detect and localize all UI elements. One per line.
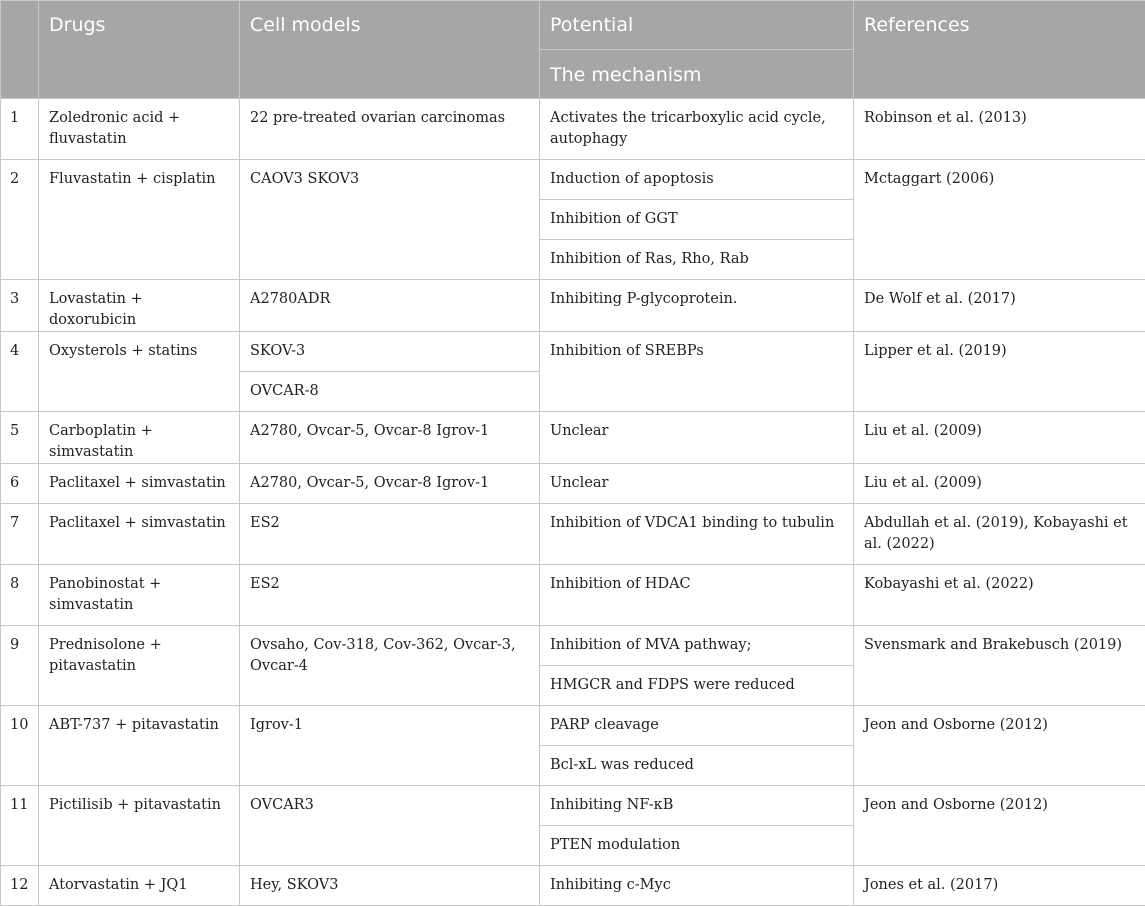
row-references: Lipper et al. (2019) (854, 332, 1145, 412)
row-mechanism: Unclear (540, 464, 854, 504)
row-drugs: Oxysterols + statins (39, 332, 240, 412)
row-references: Mctaggart (2006) (854, 160, 1145, 280)
row-cell-models: OVCAR-8 (240, 372, 540, 412)
table-row (1, 626, 1145, 666)
row-number: 3 (1, 280, 39, 332)
row-cell-models: 22 pre-treated ovarian carcinomas (240, 99, 540, 160)
row-mechanism: PTEN modulation (540, 826, 854, 866)
table-row (1, 565, 1145, 626)
row-drugs: Paclitaxel + simvastatin (39, 504, 240, 565)
row-drugs: Fluvastatin + cisplatin (39, 160, 240, 280)
row-references: Liu et al. (2009) (854, 464, 1145, 504)
row-cell-models: A2780ADR (240, 280, 540, 332)
row-number: 10 (1, 706, 39, 786)
row-drugs: Carboplatin + simvastatin (39, 412, 240, 464)
row-references: Jones et al. (2017) (854, 866, 1145, 906)
row-mechanism: Bcl-xL was reduced (540, 746, 854, 786)
row-mechanism: Inhibiting NF-κB (540, 786, 854, 826)
row-number: 7 (1, 504, 39, 565)
table-row (1, 160, 1145, 200)
row-cell-models: A2780, Ovcar-5, Ovcar-8 Igrov-1 (240, 464, 540, 504)
row-cell-models: ES2 (240, 565, 540, 626)
row-mechanism: Inhibition of Ras, Rho, Rab (540, 240, 854, 280)
header-references: References (854, 1, 1145, 99)
row-number: 12 (1, 866, 39, 906)
row-mechanism: Inhibition of GGT (540, 200, 854, 240)
row-drugs: Atorvastatin + JQ1 (39, 866, 240, 906)
row-references: De Wolf et al. (2017) (854, 280, 1145, 332)
row-cell-models: Ovsaho, Cov-318, Cov-362, Ovcar-3, Ovcar-4 (240, 626, 540, 706)
header-number (1, 1, 39, 99)
row-drugs: Lovastatin + doxorubicin (39, 280, 240, 332)
row-drugs: Pictilisib + pitavastatin (39, 786, 240, 866)
row-mechanism: Unclear (540, 412, 854, 464)
row-references: Jeon and Osborne (2012) (854, 706, 1145, 786)
row-references: Liu et al. (2009) (854, 412, 1145, 464)
row-mechanism: Inhibition of HDAC (540, 565, 854, 626)
table-row (1, 866, 1145, 906)
table-row (1, 706, 1145, 746)
row-number: 4 (1, 332, 39, 412)
row-cell-models: OVCAR3 (240, 786, 540, 866)
header-cell-models: Cell models (240, 1, 540, 99)
row-number: 8 (1, 565, 39, 626)
row-mechanism: Inhibition of MVA pathway; (540, 626, 854, 666)
row-mechanism: Inhibiting P-glycoprotein. (540, 280, 854, 332)
row-references: Jeon and Osborne (2012) (854, 786, 1145, 866)
row-drugs: Prednisolone + pitavastatin (39, 626, 240, 706)
row-number: 6 (1, 464, 39, 504)
row-cell-models: A2780, Ovcar-5, Ovcar-8 Igrov-1 (240, 412, 540, 464)
row-references: Robinson et al. (2013) (854, 99, 1145, 160)
header-drugs: Drugs (39, 1, 240, 99)
row-number: 11 (1, 786, 39, 866)
row-references: Abdullah et al. (2019), Kobayashi et al. (2022) (854, 504, 1145, 565)
row-mechanism: Inhibition of SREBPs (540, 332, 854, 412)
row-cell-models: CAOV3 SKOV3 (240, 160, 540, 280)
row-mechanism: Inhibiting c-Myc (540, 866, 854, 906)
table-row (1, 280, 1145, 332)
row-drugs: Panobinostat + simvastatin (39, 565, 240, 626)
table-row (1, 786, 1145, 826)
row-number: 2 (1, 160, 39, 280)
row-cell-models: SKOV-3 (240, 332, 540, 372)
row-number: 1 (1, 99, 39, 160)
table-row (1, 412, 1145, 464)
header-mechanism: The mechanism (540, 50, 854, 99)
row-references: Svensmark and Brakebusch (2019) (854, 626, 1145, 706)
row-cell-models: Igrov-1 (240, 706, 540, 786)
table-row (1, 99, 1145, 160)
row-cell-models: ES2 (240, 504, 540, 565)
row-drugs: Zoledronic acid + fluvastatin (39, 99, 240, 160)
row-mechanism: Inhibition of VDCA1 binding to tubulin (540, 504, 854, 565)
row-mechanism: Activates the tricarboxylic acid cycle, autophagy (540, 99, 854, 160)
table-row (1, 504, 1145, 565)
row-mechanism: HMGCR and FDPS were reduced (540, 666, 854, 706)
row-mechanism: Induction of apoptosis (540, 160, 854, 200)
row-cell-models: Hey, SKOV3 (240, 866, 540, 906)
header-potential: Potential (540, 1, 854, 50)
table-row (1, 332, 1145, 372)
row-number: 5 (1, 412, 39, 464)
row-number: 9 (1, 626, 39, 706)
table-row (1, 464, 1145, 504)
row-drugs: ABT-737 + pitavastatin (39, 706, 240, 786)
table-header (1, 1, 1145, 99)
row-references: Kobayashi et al. (2022) (854, 565, 1145, 626)
row-mechanism: PARP cleavage (540, 706, 854, 746)
row-drugs: Paclitaxel + simvastatin (39, 464, 240, 504)
